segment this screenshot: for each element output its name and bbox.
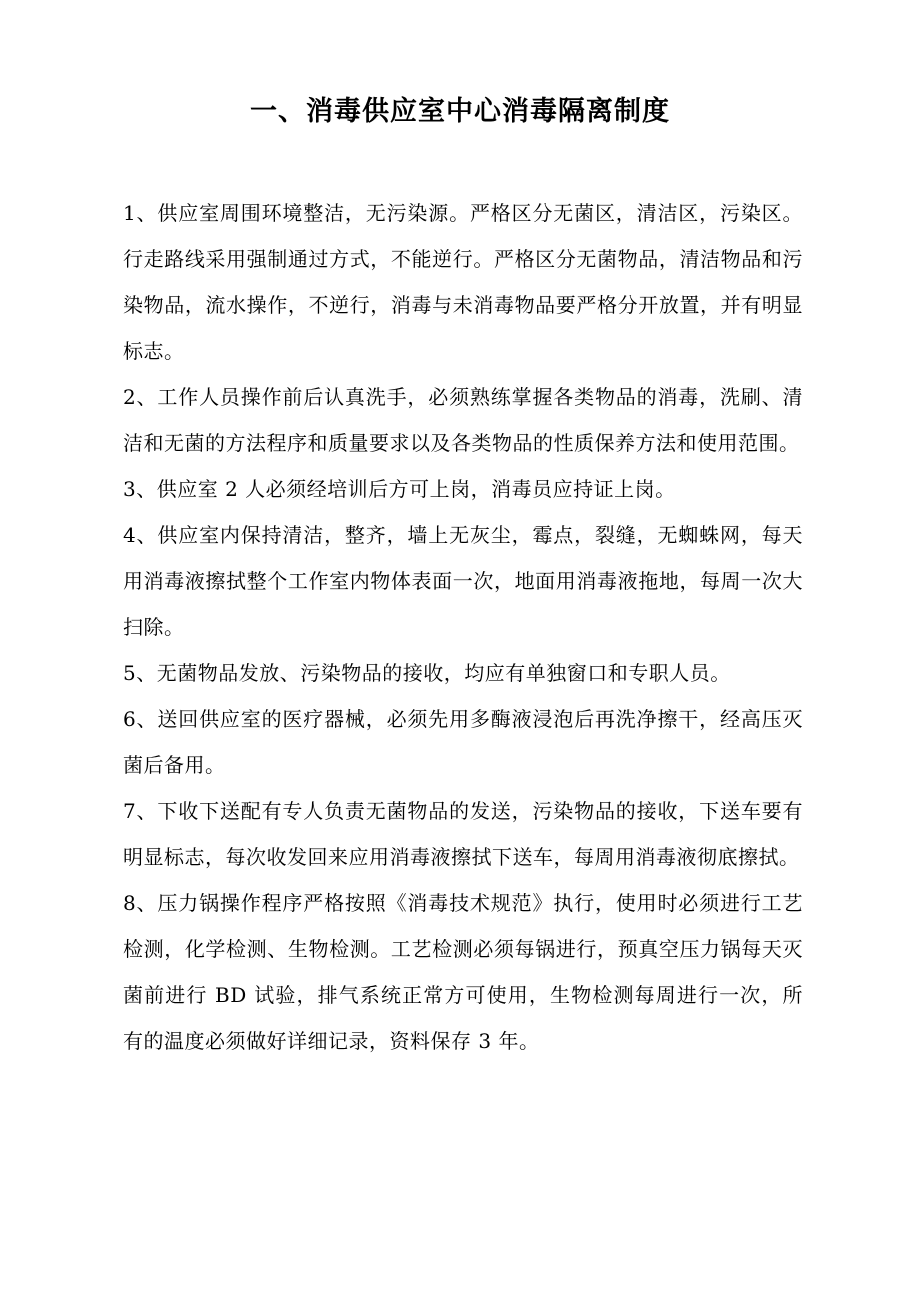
paragraph-4: 4、供应室内保持清洁，整齐，墙上无灰尘，霉点，裂缝，无蜘蛛网，每天用消毒液擦拭整个工作室内物体表面一次，地面用消毒液拖地，每周一次大扫除。 [123, 523, 803, 639]
document-title: 一、消毒供应室中心消毒隔离制度 [250, 96, 670, 127]
paragraph-6: 6、送回供应室的医疗器械，必须先用多酶液浸泡后再洗净擦干，经高压灭菌后备用。 [123, 707, 803, 777]
paragraph-8: 8、压力锅操作程序严格按照《消毒技术规范》执行，使用时必须进行工艺检测，化学检测、生物检测。工艺检测必须每锅进行，预真空压力锅每天灭菌前进行 BD 试验，排气系统正常方可使用，生物检测每周进行一次，所有的温度必须做好详细记录，资料保存 3 年。 [123, 891, 803, 1053]
paragraph-5: 5、无菌物品发放、污染物品的接收，均应有单独窗口和专职人员。 [123, 661, 731, 685]
paragraph-1: 1、供应室周围环境整洁，无污染源。严格区分无菌区，清洁区，污染区。行走路线采用强制通过方式，不能逆行。严格区分无菌物品，清洁物品和污染物品，流水操作，不逆行，消毒与未消毒物品要严格分开放置，并有明显标志。 [123, 201, 803, 363]
paragraph-2: 2、工作人员操作前后认真洗手，必须熟练掌握各类物品的消毒，洗刷、清洁和无菌的方法程序和质量要求以及各类物品的性质保养方法和使用范围。 [123, 385, 803, 455]
paragraph-7: 7、下收下送配有专人负责无菌物品的发送，污染物品的接收，下送车要有明显标志，每次收发回来应用消毒液擦拭下送车，每周用消毒液彻底擦拭。 [123, 799, 803, 869]
document-body [123, 190, 803, 1064]
paragraph-3: 3、供应室 2 人必须经培训后方可上岗，消毒员应持证上岗。 [123, 477, 676, 501]
